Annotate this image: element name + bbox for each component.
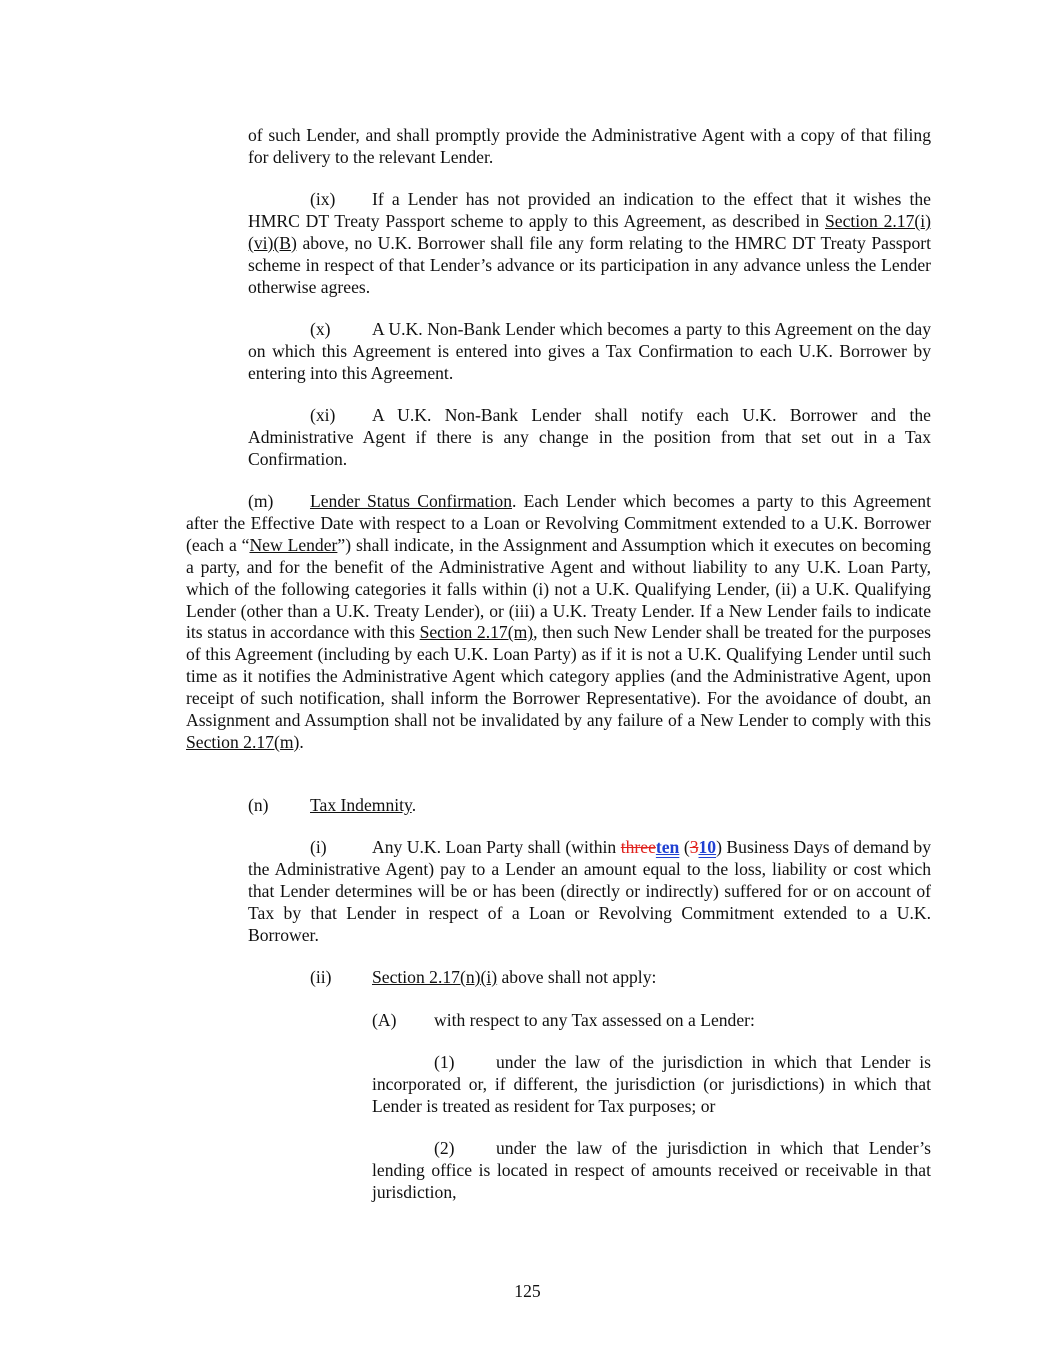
section-reference: Section 2.17(n)(i)	[372, 967, 498, 987]
inserted-text: 10	[698, 837, 717, 857]
clause-xi: (xi) A U.K. Non-Bank Lender shall notify each U.K. Borrower and the Administrative Agent if there is any change in the position from that set out in a Tax Confirmation.	[248, 405, 931, 469]
clause-number: (ii)	[310, 967, 332, 987]
deleted-text: three	[620, 837, 656, 857]
inserted-text: ten	[655, 837, 680, 857]
clause-2: (2) under the law of the jurisdiction in which that Lender’s lending office is located in respect of amounts received or receivable in that jurisdiction,	[372, 1138, 931, 1202]
clause-n: (n) Tax Indemnity.	[248, 795, 417, 815]
clause-number: (m)	[248, 491, 274, 511]
clause-number: (A)	[372, 1010, 397, 1030]
clause-1: (1) under the law of the jurisdiction in which that Lender is incorporated or, if different, the jurisdiction (or jurisdictions) in which that Lender is treated as resident for Tax purposes; or	[372, 1052, 931, 1116]
clause-number: (1)	[434, 1052, 455, 1072]
clause-m: (m) Lender Status Confirmation. Each Lender which becomes a party to this Agreement after the Effective Date with respect to a Loan or Revolving Commitment extended to a U.K. Borrower (each a “New Lender”) shall indicate, in the Assignment and Assumption which it executes on becoming a party, and for the benefit of the Administrative Agent and without liability to any U.K. Loan Party, which of the following categories it falls within (i) not a U.K. Qualifying Lender, (ii) a U.K. Qualifying Lender (other than a U.K. Treaty Lender), or (iii) a U.K. Treaty Lender. If a New Lender fails to indicate its status in accordance with this Section 2.17(m), then such New Lender shall be treated for the purposes of this Agreement (including by each U.K. Loan Party) as if it is not a U.K. Qualifying Lender until such time as it notifies the Administrative Agent which category applies (and the Administrative Agent, upon receipt of such notification, shall inform the Borrower Representative). For the avoidance of doubt, an Assignment and Assumption shall not be invalidated by any failure of a New Lender to comply with this Section 2.17(m).	[186, 491, 931, 752]
clause-number: (x)	[310, 319, 331, 339]
section-reference: Section 2.17(m)	[419, 622, 534, 643]
deleted-text: 3	[689, 837, 699, 857]
clause-n-ii: (ii) Section 2.17(n)(i) above shall not apply:	[310, 967, 657, 987]
section-reference: Section 2.17(i)(vi)(B)	[248, 210, 931, 253]
clause-ix: (ix) If a Lender has not provided an indication to the effect that it wishes the HMRC DT Treaty Passport scheme to apply to this Agreement, as described in Section 2.17(i)(vi)(B) above, no U.K. Borrower shall file any form relating to the HMRC DT Treaty Passport scheme in respect of that Lender’s advance or its participation in any advance unless the Lender otherwise agrees.	[248, 189, 931, 297]
defined-term: New Lender	[249, 534, 338, 555]
section-reference: Section 2.17(m)	[186, 731, 300, 752]
clause-number: (n)	[248, 795, 269, 815]
clause-number: (2)	[434, 1138, 455, 1158]
clause-heading: Lender Status Confirmation	[310, 491, 513, 511]
clause-n-i: (i) Any U.K. Loan Party shall (within threeten (310) Business Days of demand by the Administrative Agent) pay to a Lender an amount equal to the loss, liability or cost which that Lender determines will be or has been (directly or indirectly) suffered for or on account of Tax by that Lender in respect of a Loan or Revolving Commitment extended to a U.K. Borrower.	[248, 837, 931, 945]
clause-heading: Tax Indemnity	[310, 795, 412, 815]
clause-number: (ix)	[310, 189, 336, 209]
paragraph-continuation: of such Lender, and shall promptly provide the Administrative Agent with a copy of that filing for delivery to the relevant Lender.	[248, 125, 931, 167]
page-number: 125	[514, 1281, 541, 1301]
clause-number: (i)	[310, 837, 327, 857]
clause-number: (xi)	[310, 405, 336, 425]
clause-A: (A) with respect to any Tax assessed on a Lender:	[372, 1010, 755, 1030]
clause-x: (x) A U.K. Non-Bank Lender which becomes a party to this Agreement on the day on which this Agreement is entered into gives a Tax Confirmation to each U.K. Borrower by entering into this Agreement.	[248, 319, 931, 383]
